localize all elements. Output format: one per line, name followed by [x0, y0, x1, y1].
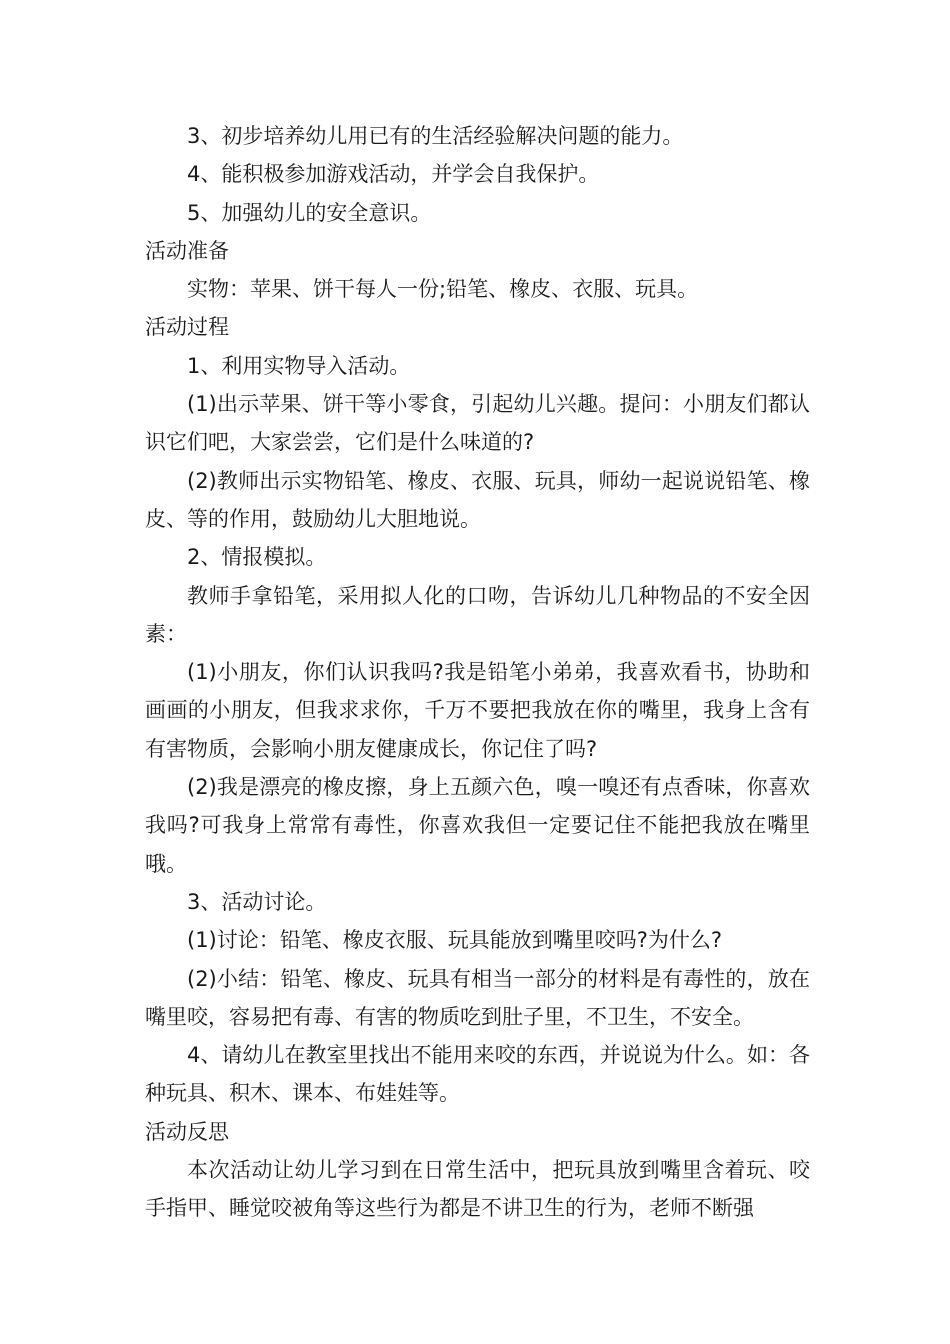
section-heading-preparation: 活动准备: [145, 238, 229, 263]
process-step-3: 3、活动讨论。: [187, 889, 327, 914]
process-step-1-sub-1: (1)出示苹果、饼干等小零食，引起幼儿兴趣。提问：小朋友们都认识它们吧，大家尝尝，它们是什么味道的?: [145, 392, 810, 455]
process-step-3-sub-2: (2)小结：铅笔、橡皮、玩具有相当一部分的材料是有毒性的，放在嘴里咬，容易把有毒、有害的物质吃到肚子里，不卫生，不安全。: [145, 966, 810, 1029]
goal-item-5: 5、加强幼儿的安全意识。: [187, 200, 432, 225]
process-step-2: 2、情报模拟。: [187, 545, 327, 570]
goal-item-3: 3、初步培养幼儿用已有的生活经验解决问题的能力。: [187, 124, 684, 148]
goal-item-4: 4、能积极参加游戏活动，并学会自我保护。: [187, 162, 600, 187]
document-body: [145, 117, 810, 1228]
process-step-4: 4、请幼儿在教室里找出不能用来咬的东西，并说说为什么。如：各种玩具、积木、课本、布娃娃等。: [145, 1043, 810, 1106]
process-step-1: 1、利用实物导入活动。: [187, 353, 411, 378]
process-step-2-sub-2: (2)我是漂亮的橡皮擦，身上五颜六色，嗅一嗅还有点香味，你喜欢我吗?可我身上常常有毒性，你喜欢我但一定要记住不能把我放在嘴里哦。: [145, 775, 810, 876]
process-step-1-sub-2: (2)教师出示实物铅笔、橡皮、衣服、玩具，师幼一起说说铅笔、橡皮、等的作用，鼓励幼儿大胆地说。: [145, 468, 810, 531]
reflection-text: 本次活动让幼儿学习到在日常生活中，把玩具放到嘴里含着玩、咬手指甲、睡觉咬被角等这些行为都是不讲卫生的行为，老师不断强: [145, 1158, 810, 1221]
section-heading-process: 活动过程: [145, 315, 229, 340]
preparation-materials: 实物：苹果、饼干每人一份;铅笔、橡皮、衣服、玩具。: [187, 277, 699, 302]
process-step-3-sub-1: (1)讨论：铅笔、橡皮衣服、玩具能放到嘴里咬吗?为什么?: [187, 928, 723, 953]
section-heading-reflection: 活动反思: [145, 1119, 229, 1144]
process-step-2-intro: 教师手拿铅笔，采用拟人化的口吻，告诉幼儿几种物品的不安全因素：: [145, 583, 810, 646]
process-step-2-sub-1: (1)小朋友，你们认识我吗?我是铅笔小弟弟，我喜欢看书，协助和画画的小朋友，但我求求你，千万不要把我放在你的嘴里，我身上含有有害物质，会影响小朋友健康成长，你记住了吗?: [145, 660, 810, 761]
